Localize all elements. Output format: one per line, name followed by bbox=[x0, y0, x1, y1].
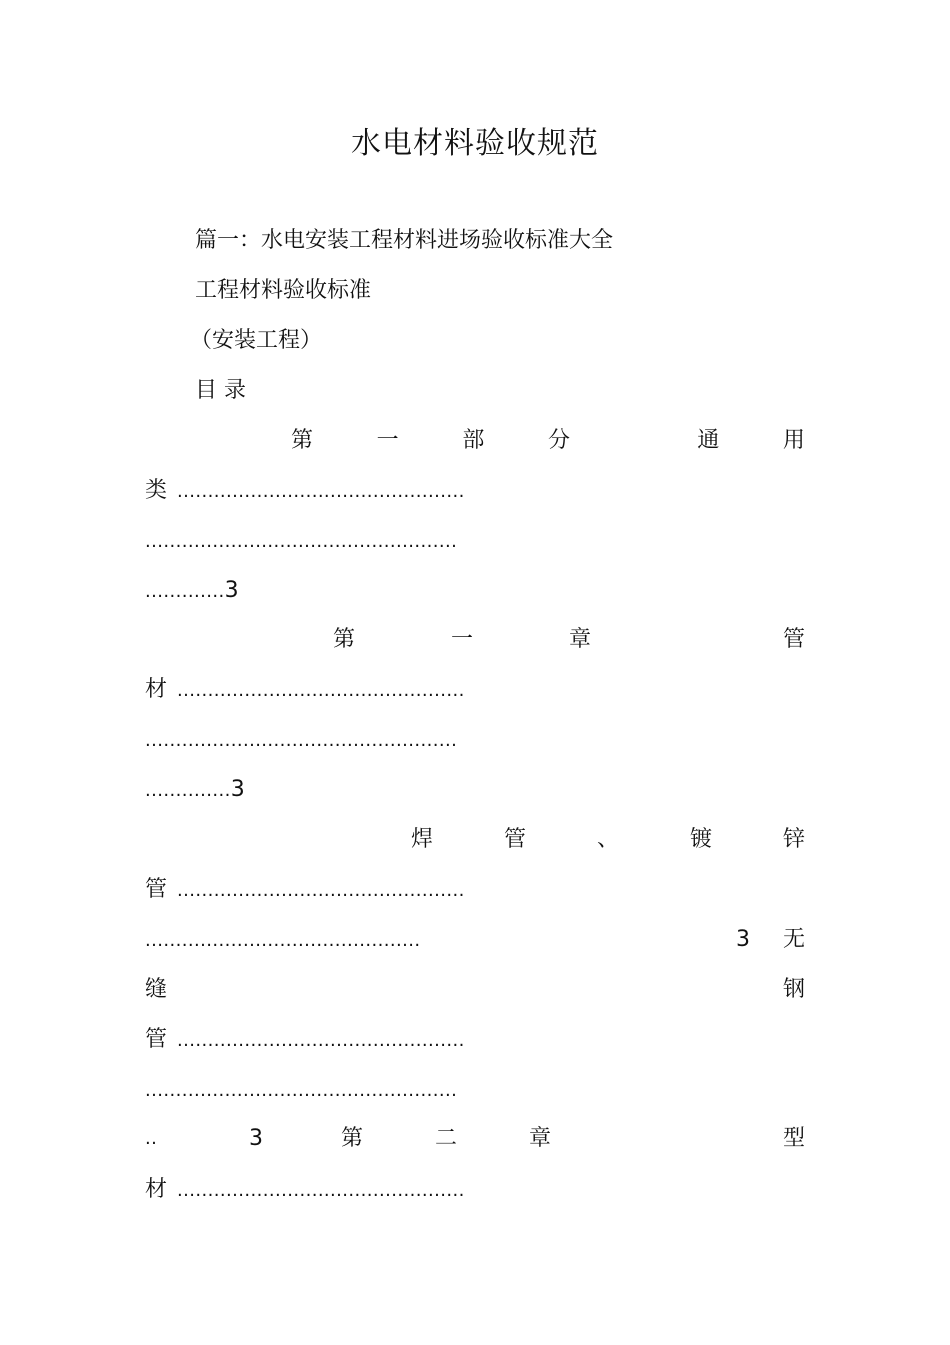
leader-dots: ............................................. bbox=[145, 930, 421, 951]
toc-char: 镀 bbox=[689, 827, 712, 852]
toc-char: 第 bbox=[291, 428, 314, 453]
leader-dots: ............................................... bbox=[177, 481, 465, 502]
toc-char: 章 bbox=[569, 627, 592, 652]
toc-char: 管 bbox=[145, 877, 168, 902]
document-subtitle: 工程材料验收标准 bbox=[195, 278, 372, 303]
toc-leader-line bbox=[145, 725, 805, 755]
toc-char: 第 bbox=[341, 1126, 364, 1151]
toc-entry-part1-spread bbox=[145, 426, 805, 456]
toc-page-line bbox=[145, 775, 805, 805]
leader-dots: ............................................... bbox=[177, 880, 465, 901]
toc-entry-weld-spread bbox=[145, 825, 805, 855]
page-number: 3 bbox=[249, 1126, 263, 1151]
toc-char: 材 bbox=[145, 1177, 168, 1202]
toc-char: 无 bbox=[782, 927, 805, 952]
toc-leader-line bbox=[145, 925, 805, 955]
toc-char: 用 bbox=[782, 428, 805, 453]
toc-page-line bbox=[145, 576, 805, 606]
toc-char: 部 bbox=[462, 428, 485, 453]
toc-char: 缝 bbox=[145, 977, 168, 1002]
toc-char: 钢 bbox=[782, 977, 805, 1002]
leader-dots: ................................................... bbox=[145, 1080, 458, 1101]
toc-leader-line bbox=[145, 526, 805, 556]
leader-dots: ............. bbox=[145, 581, 225, 602]
leader-dots: ............................................... bbox=[177, 1180, 465, 1201]
leader-dots: .. bbox=[145, 1128, 158, 1149]
toc-char: 分 bbox=[547, 428, 570, 453]
toc-char: 一 bbox=[451, 627, 474, 652]
toc-entry-ch1-line bbox=[145, 675, 805, 705]
toc-char: 管 bbox=[782, 627, 805, 652]
article-heading: 篇一：水电安装工程材料进场验收标准大全 bbox=[195, 228, 614, 253]
toc-entry-weld-line bbox=[145, 875, 805, 905]
toc-entry-seamless-line bbox=[145, 1025, 805, 1055]
document-title: 水电材料验收规范 bbox=[351, 126, 599, 161]
toc-char: 第 bbox=[333, 627, 356, 652]
leader-dots: ............................................... bbox=[177, 1030, 465, 1051]
toc-char: 管 bbox=[145, 1027, 168, 1052]
scope-label: （安装工程） bbox=[190, 328, 323, 353]
leader-dots: ............................................... bbox=[177, 680, 465, 701]
toc-char: 一 bbox=[376, 428, 399, 453]
leader-dots: .............. bbox=[145, 780, 231, 801]
toc-char: 类 bbox=[145, 478, 168, 503]
toc-char: 通 bbox=[697, 428, 720, 453]
toc-char: 章 bbox=[529, 1126, 552, 1151]
toc-heading: 目 录 bbox=[195, 378, 246, 403]
toc-char: 、 bbox=[596, 827, 619, 852]
leader-dots: ................................................... bbox=[145, 730, 458, 751]
toc-entry-ch2-line bbox=[145, 1175, 805, 1205]
page-number: 3 bbox=[224, 578, 239, 603]
toc-char: 焊 bbox=[411, 827, 434, 852]
toc-char: 管 bbox=[503, 827, 526, 852]
toc-entry-part1-line bbox=[145, 476, 805, 506]
leader-dots: ................................................... bbox=[145, 531, 458, 552]
toc-char: 锌 bbox=[782, 827, 805, 852]
toc-char: 型 bbox=[782, 1126, 805, 1151]
toc-char: 材 bbox=[145, 677, 168, 702]
toc-leader-line bbox=[145, 1075, 805, 1105]
toc-char: 二 bbox=[435, 1126, 458, 1151]
toc-entry-ch2-spread bbox=[145, 1124, 805, 1154]
toc-entry-seamless-spread bbox=[145, 975, 805, 1005]
page-number: 3 bbox=[230, 777, 245, 802]
toc-entry-ch1-spread bbox=[145, 625, 805, 655]
page-number: 3 bbox=[736, 927, 750, 952]
